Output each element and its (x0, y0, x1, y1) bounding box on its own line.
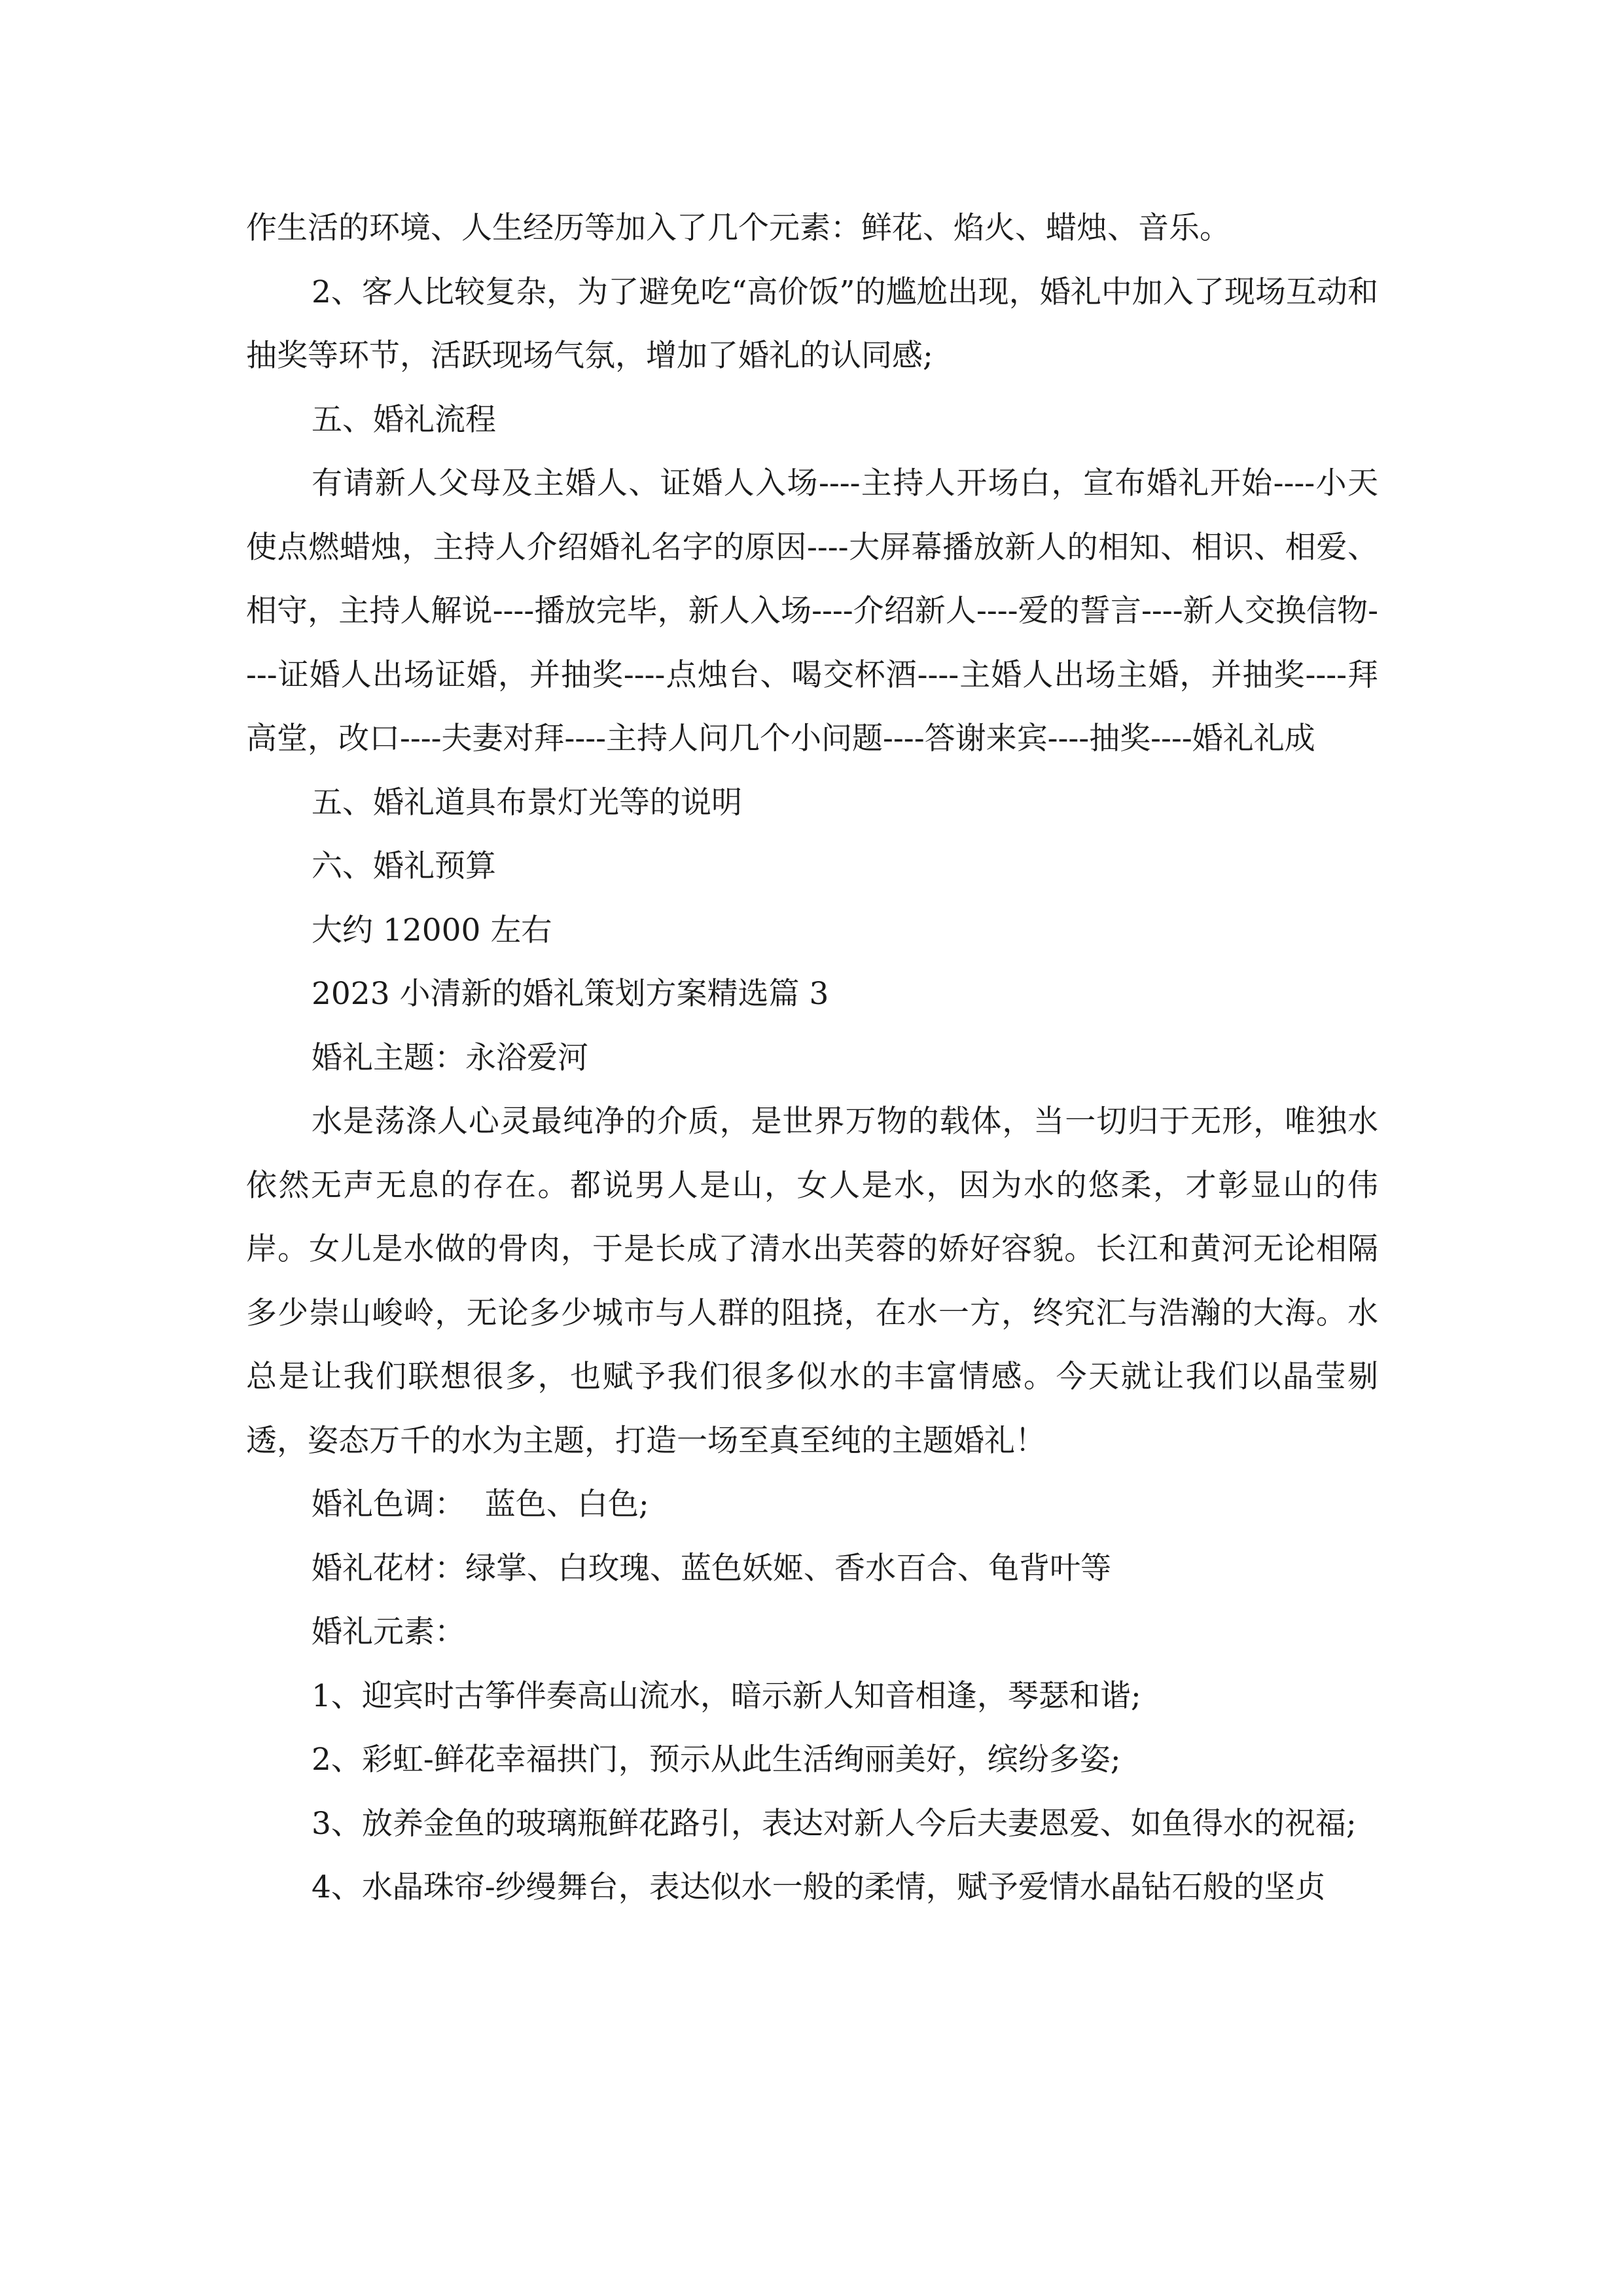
element-item-2: 2、彩虹-鲜花幸福拱门，预示从此生活绚丽美好，缤纷多姿; (312, 1742, 1121, 1778)
article-title: 2023 小清新的婚礼策划方案精选篇 3 (312, 976, 829, 1012)
paragraph-1: 作生活的环境、人生经历等加入了几个元素：鲜花、焰火、蜡烛、音乐。 (246, 210, 1230, 246)
document-body (246, 196, 1378, 1920)
wedding-flowers: 婚礼花材：绿掌、白玫瑰、蓝色妖姬、香水百合、龟背叶等 (312, 1550, 1111, 1587)
wedding-colors: 婚礼色调： 蓝色、白色; (312, 1486, 649, 1522)
paragraph-process: 有请新人父母及主婚人、证婚人入场----主持人开场白，宣布婚礼开始----小天使点燃蜡烛，主持人介绍婚礼名字的原因----大屏幕播放新人的相知、相识、相爱、相守，主持人解说----播放完毕，新人入场----介绍新人----爱的誓言----新人交换信物----证婚人出场证婚，并抽奖----点烛台、喝交杯酒----主婚人出场主婚，并抽奖----拜高堂，改口----夫妻对拜----主持人问几个小问题----答谢来宾----抽奖----婚礼礼成 (246, 465, 1378, 757)
budget-amount: 大约 12000 左右 (312, 912, 552, 948)
paragraph-water-theme: 水是荡涤人心灵最纯净的介质，是世界万物的载体，当一切归于无形，唯独水依然无声无息的存在。都说男人是山，女人是水，因为水的悠柔，才彰显山的伟岸。女儿是水做的骨肉，于是长成了清水出芙蓉的娇好容貌。长江和黄河无论相隔多少崇山峻岭，无论多少城市与人群的阻挠，在水一方，终究汇与浩瀚的大海。水总是让我们联想很多，也赋予我们很多似水的丰富情感。今天就让我们以晶莹剔透，姿态万千的水为主题，打造一场至真至纯的主题婚礼！ (246, 1103, 1378, 1459)
element-item-4: 4、水晶珠帘-纱缦舞台，表达似水一般的柔情，赋予爱情水晶钻石般的坚贞 (312, 1869, 1326, 1905)
element-item-3: 3、放养金鱼的玻璃瓶鲜花路引，表达对新人今后夫妻恩爱、如鱼得水的祝福; (312, 1805, 1357, 1842)
section-heading-budget: 六、婚礼预算 (312, 848, 496, 884)
wedding-theme: 婚礼主题：永浴爱河 (312, 1039, 588, 1076)
section-heading-props: 五、婚礼道具布景灯光等的说明 (312, 784, 742, 821)
section-heading-process: 五、婚礼流程 (312, 401, 496, 438)
wedding-elements-heading: 婚礼元素： (312, 1614, 465, 1650)
paragraph-2: 2、客人比较复杂，为了避免吃“高价饭”的尴尬出现，婚礼中加入了现场互动和抽奖等环节，活跃现场气氛，增加了婚礼的认同感; (246, 274, 1378, 374)
element-item-1: 1、迎宾时古筝伴奏高山流水，暗示新人知音相逢，琴瑟和谐; (312, 1677, 1141, 1714)
